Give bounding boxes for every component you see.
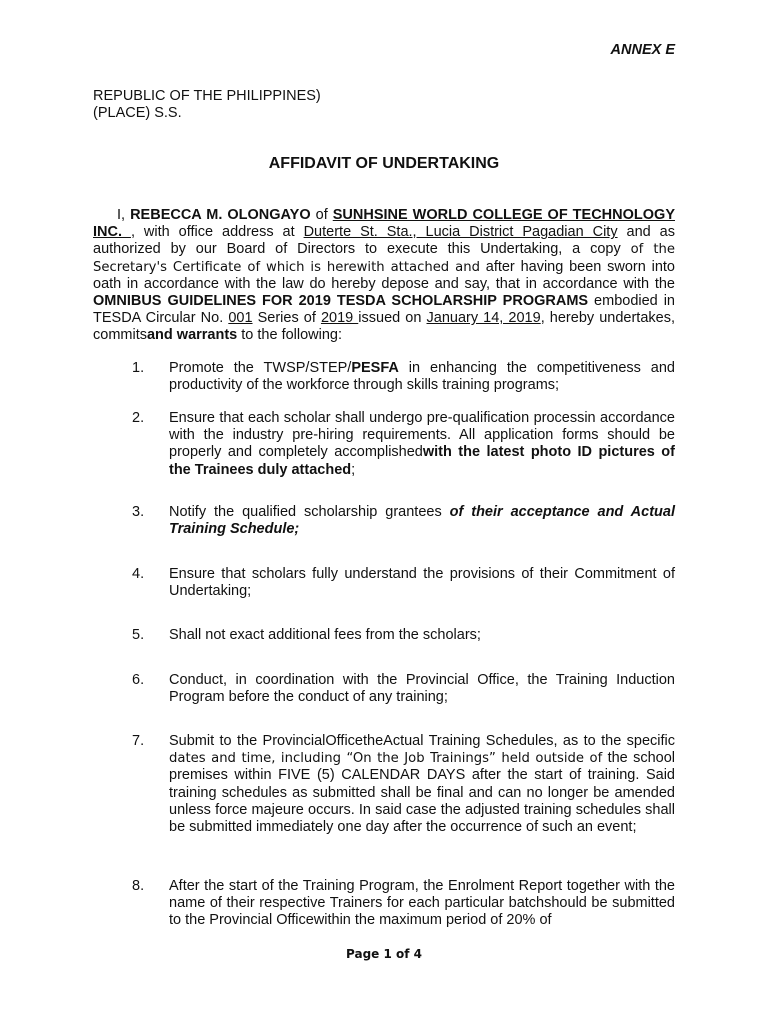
series-year: 2019 (320, 310, 359, 327)
intro-paragraph (93, 207, 675, 345)
intro-following: to the following: (237, 327, 343, 344)
affiant-name: REBECCA M. OLONGAYO (130, 207, 311, 223)
intro-office: , with office address at (130, 224, 304, 241)
intro-issued: issued on (358, 310, 427, 327)
item-text-end: in enhancing the competitiveness and productivity of the workforce through skills training programs; (169, 360, 675, 394)
annex-label: ANNEX E (610, 42, 675, 58)
institution-name: SUNHSINE WORLD COLLEGE OF TECHNOLOGY INC. (93, 207, 675, 241)
item-emphasis: PESFA (351, 360, 399, 376)
item-text-end: the school premises within FIVE (5) CALENDAR DAYS after the start of training. Said training schedules as submitted shall be final and can no longer be amended unless force majeure occurs. In said case the adjusted training schedules shall be submitted immediately one day after the occurrence of such an event; (169, 750, 675, 836)
intro-circular: embodied in TESDA Circular No. (93, 293, 675, 327)
circular-number: 001 (228, 310, 253, 327)
office-address: Duterte St. Sta., Lucia District Pagadian City (303, 224, 618, 241)
intro-authorized: and as authorized by our Board of Directors to execute this Undertaking, a copy (93, 224, 675, 258)
item-number: 6. (132, 672, 145, 688)
item-number: 2. (132, 410, 145, 426)
issue-date: January 14, 2019 (426, 310, 541, 327)
intro-undertakes: , hereby undertakes, commits (93, 310, 675, 344)
intro-series: Series of (252, 310, 321, 327)
item-text: Promote the TWSP/STEP/ (169, 360, 352, 376)
item-text: Ensure that each scholar shall undergo pre-qualification processin accordance with the industry pre-hiring requirements. All application forms should be properly and completely accomplished (169, 410, 675, 461)
item-text-end: ; (351, 461, 356, 478)
venue-line-place: (PLACE) S.S. (93, 105, 182, 121)
item-emphasis: with the latest photo ID pictures of the Trainees duly attached (169, 444, 675, 478)
intro-warrants: and warrants (146, 327, 238, 344)
item-text: After the start of the Training Program, the Enrolment Report together with the name of their respective Trainers for each particular batchshould be submitted to the Provincial Officewithin the maximum period of 20% of (169, 878, 675, 929)
item-text: Conduct, in coordination with the Provincial Office, the Training Induction Program before the conduct of any training; (169, 672, 675, 706)
item-number: 4. (132, 566, 145, 582)
item-text: Notify the qualified scholarship grantees (169, 504, 450, 520)
document-title: AFFIDAVIT OF UNDERTAKING (268, 155, 500, 172)
guidelines-title: OMNIBUS GUIDELINES FOR 2019 TESDA SCHOLARSHIP PROGRAMS (93, 293, 589, 310)
intro-sworn: after having been sworn into oath in accordance with the law do hereby depose and say, that in accordance with the (93, 258, 675, 292)
item-serif-text: dates and time, including “On the Job Trainings” held outside of (169, 751, 603, 767)
intro-i: I, (117, 207, 131, 223)
item-number: 5. (132, 627, 145, 643)
intro-certificate: of the Secretary's Certificate of which is herewith attached and (93, 242, 675, 275)
intro-of: of (310, 207, 333, 223)
item-text: Ensure that scholars fully understand the provisions of their Commitment of Undertaking; (169, 566, 675, 600)
venue-line-republic: REPUBLIC OF THE PHILIPPINES) (93, 88, 321, 104)
item-number: 3. (132, 504, 145, 520)
item-text: Submit to the ProvincialOfficetheActual Training Schedules, as to the specific (169, 733, 675, 749)
item-number: 1. (132, 360, 145, 376)
venue-header (93, 88, 321, 122)
page-number: Page 1 of 4 (346, 947, 422, 961)
item-number: 8. (132, 878, 145, 894)
item-number: 7. (132, 733, 145, 749)
item-text: Shall not exact additional fees from the scholars; (169, 627, 481, 643)
item-emphasis: of their acceptance and Actual Training Schedule; (169, 504, 675, 538)
